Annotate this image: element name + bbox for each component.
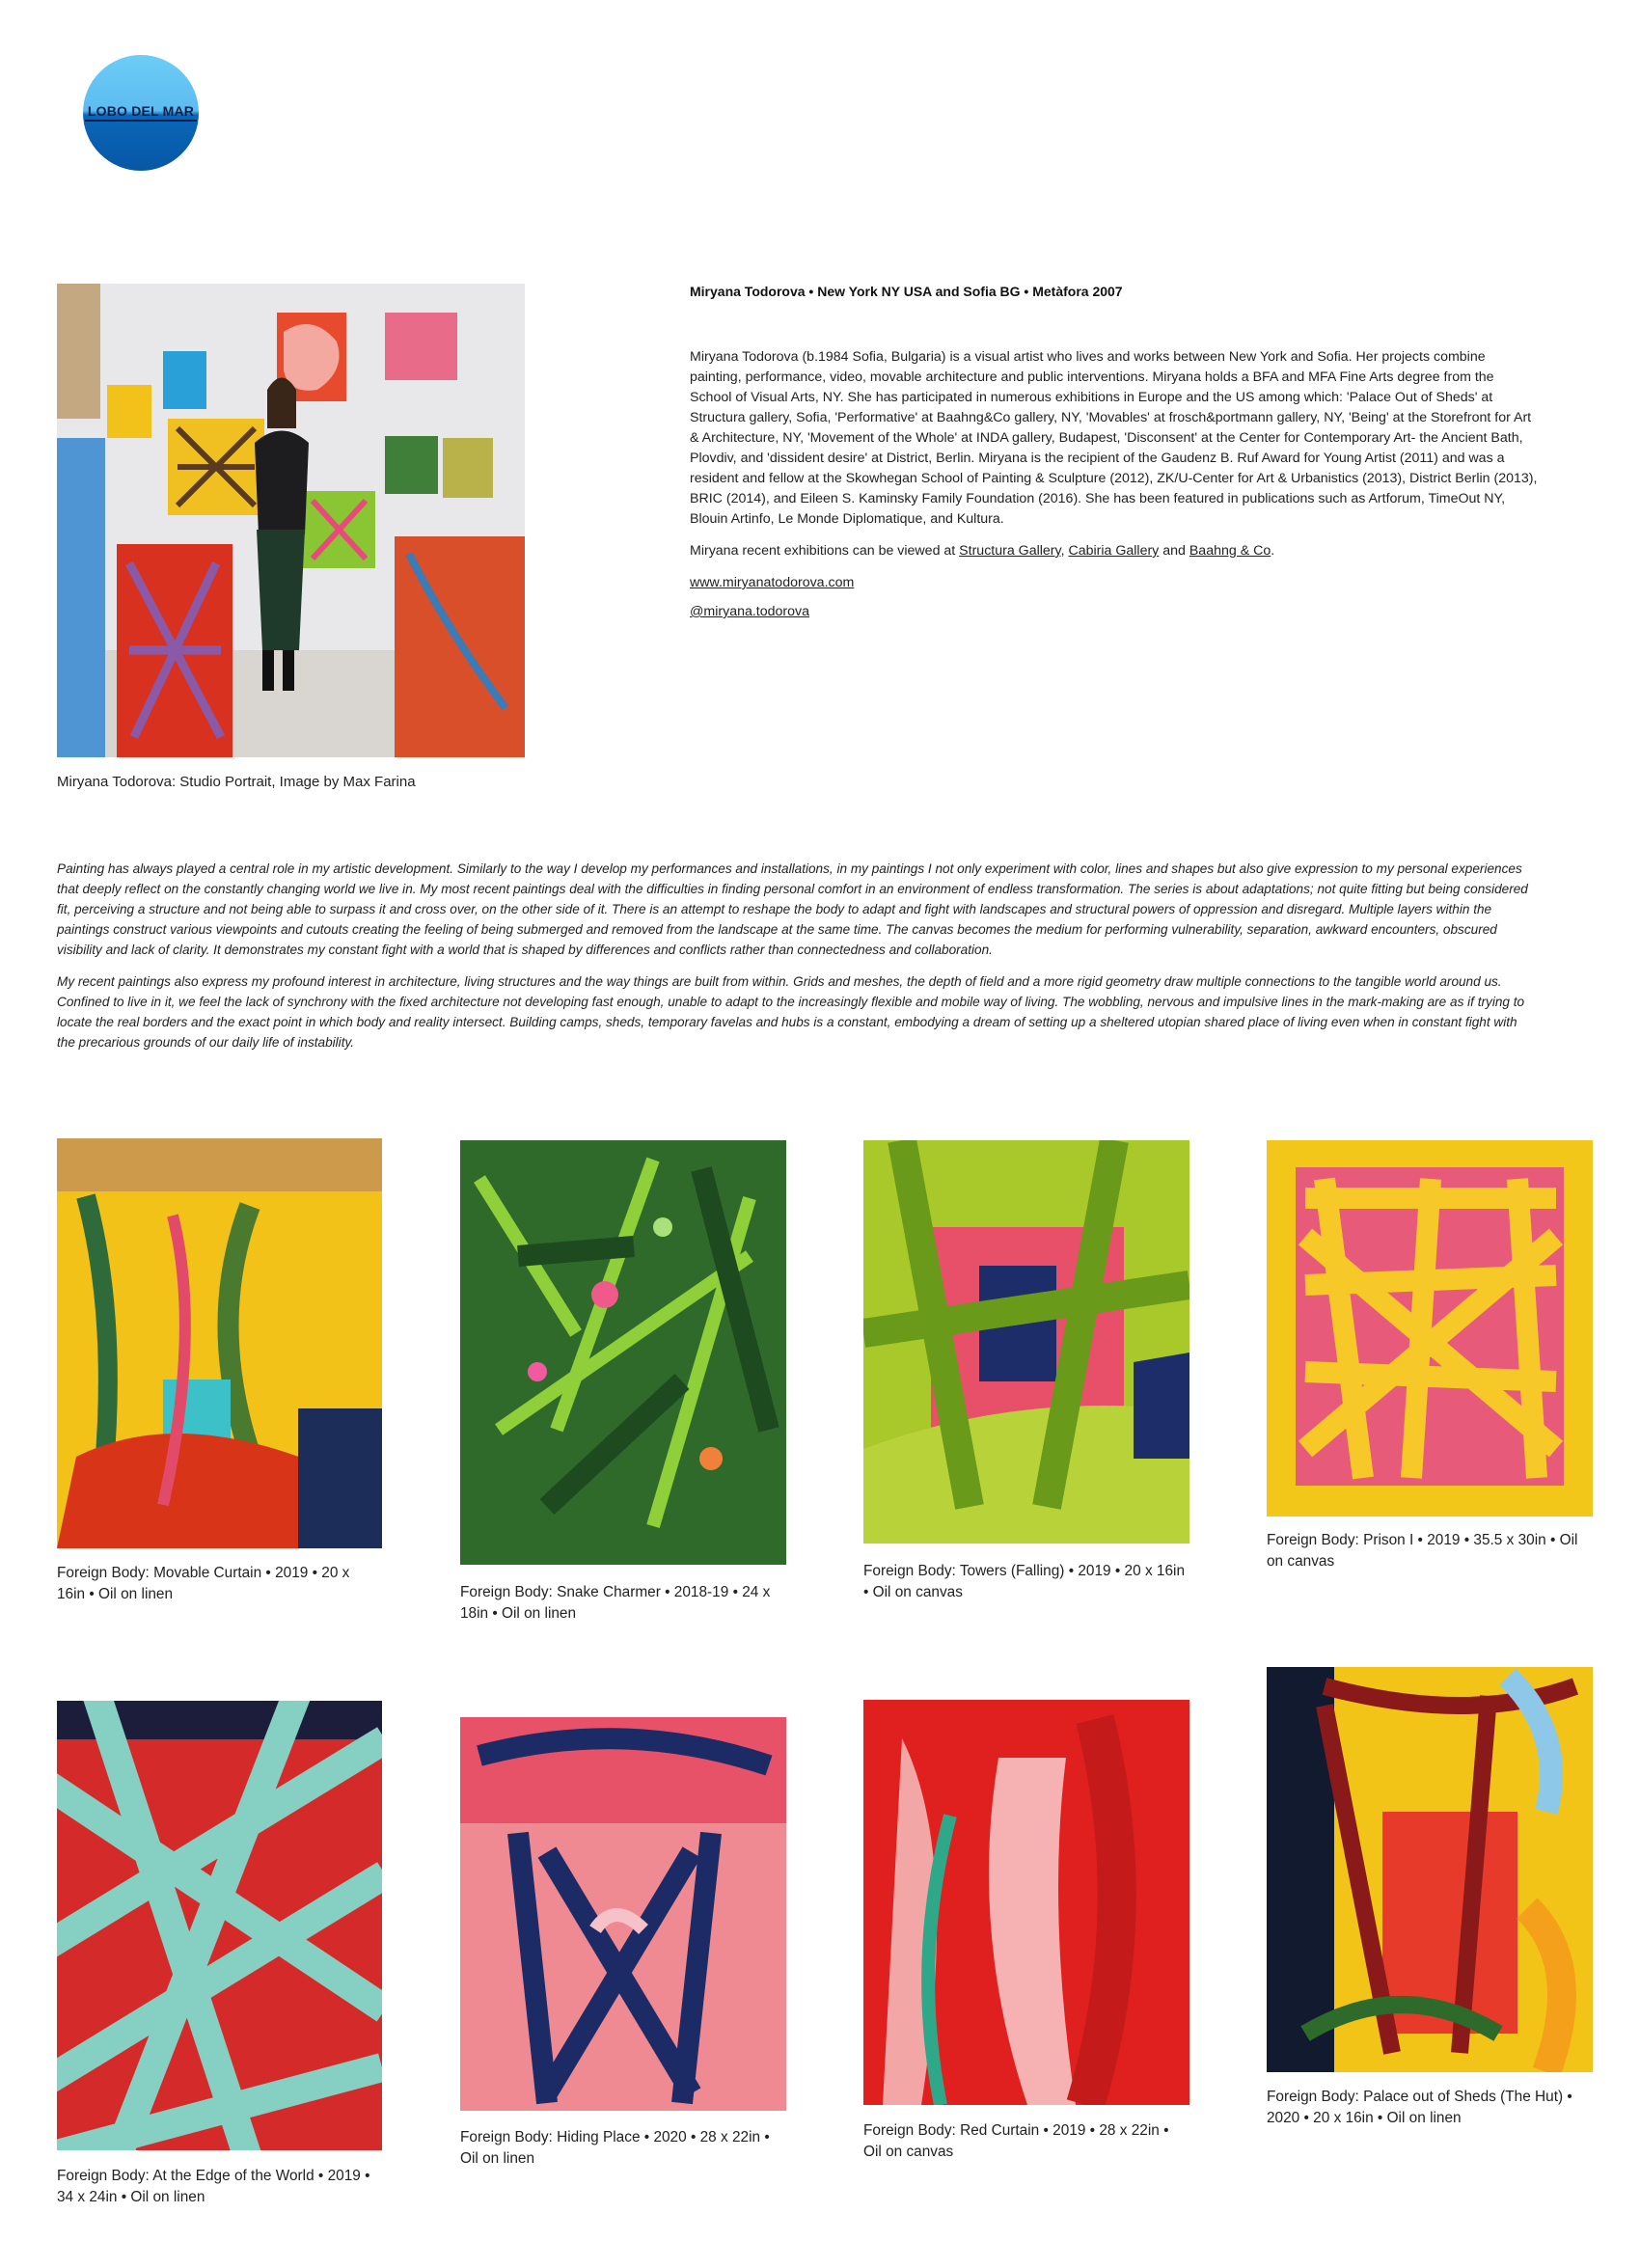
structura-gallery-link[interactable]: Structura Gallery [959,543,1061,559]
artwork-caption-palace-out-of-sheds: Foreign Body: Palace out of Sheds (The Hut) • 2020 • 20 x 16in • Oil on linen [1267,2089,1572,2126]
artwork-image-edge-of-the-world[interactable] [57,1701,382,2150]
lobo-del-mar-logo[interactable] [83,55,199,171]
recent-exhibitions-line [690,541,1539,561]
artwork-caption-snake-charmer: Foreign Body: Snake Charmer • 2018-19 • 24 x 18in • Oil on linen [460,1584,771,1622]
bio-paragraph: Miryana Todorova (b.1984 Sofia, Bulgaria) is a visual artist who lives and works between New York and Sofia. Her projects combine painting, performance, video, movable architecture and public interventions. Miryana holds a BFA and MFA Fine Arts degree from the School of Visual Arts, NY. She has participated in numerous exhibitions in Europe and the US among which: 'Palace Out of Sheds' at Structura gallery, Sofia, 'Performative' at Baahng&Co gallery, NY, 'Movables' at frosch&portmann gallery, NY, 'Being' at the Storefront for Art & Architecture, NY, 'Movement of the Whole' at INDA gallery, Budapest, 'Disconsent' at the Center for Contemporary Art- the Ancient Bath, Plovdiv, and 'dissident desire' at District, Berlin. Miryana is the recipient of the Gaudenz B. Ruf Award for Young Artist (2011) and was a resident and fellow at the Skowhegan School of Painting & Sculpture (2012), ZK/U-Center for Art & Urbanistics (2013), District Berlin (2013), BRIC (2014), and Eileen S. Kaminsky Family Foundation (2016). She has been featured in publications such as Artforum, TimeOut NY, Blouin Artinfo, Le Monde Diplomatique, and Kultura. [690,349,1538,527]
artist-statement [57,859,1538,1052]
separator-comma: , [1060,543,1069,559]
studio-portrait-image [57,284,525,757]
logo-text: LOBO DEL MAR [87,103,195,119]
sentence-end: . [1271,543,1275,559]
artwork-caption-edge-of-the-world: Foreign Body: At the Edge of the World • 2019 • 34 x 24in • Oil on linen [57,2168,370,2205]
bio-heading: Miryana Todorova • New York NY USA and Sofia BG • Metàfora 2007 [690,284,1123,299]
instagram-link[interactable]: @miryana.todorova [690,604,810,619]
artwork-caption-prison-i: Foreign Body: Prison I • 2019 • 35.5 x 30in • Oil on canvas [1267,1532,1578,1570]
artwork-caption-hiding-place: Foreign Body: Hiding Place • 2020 • 28 x 22in • Oil on linen [460,2129,770,2167]
website-link[interactable]: www.miryanatodorova.com [690,575,855,590]
cabiria-gallery-link[interactable]: Cabiria Gallery [1068,543,1160,559]
statement-paragraph-1: Painting has always played a central role in my artistic development. Similarly to the way I develop my performances and installations, in my paintings I not only experiment with color, lines and shapes but also give expression to my personal experiences that deeply reflect on the constantly changing world we live in. My most recent paintings deal with the difficulties in finding personal comfort in an environment of endless transformation. The series is about adaptations; not quite fitting but being considered fit, perceiving a structure and not being able to surpass it and cross over, on the other side of it. There is an attempt to reshape the body to adapt and fight with landscapes and structural powers of oppression and disregard. Multiple layers within the paintings construct various viewpoints and cutouts creating the feeling of being submerged and removed from the landscape at the same time. The canvas becomes the medium for performing vulnerability, separation, awkward encounters, obscured visibility and lack of clarity. It demonstrates my constant fight with a world that is shaped by differences and conflicts rather than connectedness and collaboration. [57,861,1528,957]
exhibitions-prefix: Miryana recent exhibitions can be viewed at [690,543,960,559]
artwork-image-snake-charmer[interactable] [460,1140,786,1565]
statement-paragraph-2: My recent paintings also express my profound interest in architecture, living structures and the way things are built from within. Grids and meshes, the depth of field and a more rigid geometry draw multiple connections to the tangible world around us. Confined to live in it, we feel the lack of synchrony with the fixed architecture not developing fast enough, unable to adapt to the increasingly flexible and mobile way of living. The wobbling, nervous and impulsive lines in the mark-making are as if trying to locate the real borders and the exact point in which body and reality intersect. Building camps, sheds, temporary favelas and hubs is a constant, embodying a dream of setting up a sheltered utopian shared place of living even when in constant fight with the precarious grounds of our daily life of instability. [57,974,1525,1050]
separator-and: and [1159,543,1189,559]
artwork-caption-towers-falling: Foreign Body: Towers (Falling) • 2019 • 20 x 16in • Oil on canvas [863,1563,1186,1600]
artwork-image-red-curtain[interactable] [863,1700,1189,2105]
logo-underline [85,120,197,122]
artwork-image-prison-i[interactable] [1267,1140,1593,1517]
artist-bio [690,284,1539,619]
artwork-image-hiding-place[interactable] [460,1717,786,2111]
baahng-co-link[interactable]: Baahng & Co [1189,543,1271,559]
artwork-image-movable-curtain[interactable] [57,1138,382,1548]
artwork-image-palace-out-of-sheds[interactable] [1267,1667,1593,2072]
artwork-caption-red-curtain: Foreign Body: Red Curtain • 2019 • 28 x 22in • Oil on canvas [863,2122,1169,2160]
portrait-caption: Miryana Todorova: Studio Portrait, Image by Max Farina [57,774,416,790]
artwork-image-towers-falling[interactable] [863,1140,1189,1544]
artwork-caption-movable-curtain: Foreign Body: Movable Curtain • 2019 • 20 x 16in • Oil on linen [57,1565,350,1602]
